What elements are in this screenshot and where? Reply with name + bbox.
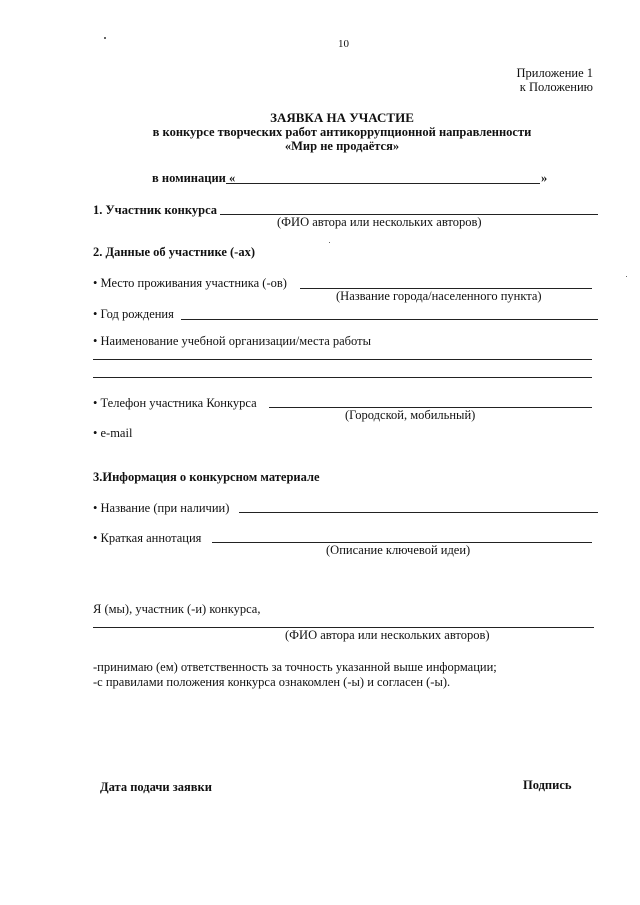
form-title: ЗАЯВКА НА УЧАСТИЕ <box>270 110 414 125</box>
nomination-label: в номинации « <box>152 171 236 185</box>
contest-name: «Мир не продаётся» <box>284 139 400 153</box>
participant-label: 1. Участник конкурса <box>93 203 218 217</box>
signature-label: Подпись <box>523 778 572 792</box>
declaration-intro: Я (мы), участник (-и) конкурса, <box>93 602 261 616</box>
declaration-responsibility: -принимаю (ем) ответственность за точность указанной выше информации; <box>93 660 497 674</box>
material-title-field[interactable] <box>239 512 598 513</box>
declaration-consent: -с правилами положения конкурса ознакомлен (-ы) и согласен (-ы). <box>93 675 451 689</box>
organization-label: • Наименование учебной организации/места работы <box>93 334 371 348</box>
material-title-label: • Название (при наличии) <box>93 501 230 515</box>
phone-hint: (Городской, мобильный) <box>345 408 476 422</box>
appendix-line-1: Приложение 1 <box>516 66 593 80</box>
organization-field-line-1[interactable] <box>93 359 592 360</box>
submission-date-label: Дата подачи заявки <box>100 780 212 794</box>
birth-year-label: • Год рождения <box>93 307 174 321</box>
nomination-field[interactable] <box>226 183 540 184</box>
nomination-close-quote: » <box>541 171 548 185</box>
annotation-hint: (Описание ключевой идеи) <box>326 543 471 557</box>
annotation-label: • Краткая аннотация <box>93 531 202 545</box>
scan-speck <box>104 37 106 39</box>
scan-speck <box>329 242 330 243</box>
page-number: 10 <box>338 38 349 50</box>
participant-name-hint: (ФИО автора или нескольких авторов) <box>277 215 482 229</box>
birth-year-field[interactable] <box>181 319 598 320</box>
residence-label: • Место проживания участника (-ов) <box>93 276 287 290</box>
organization-field-line-2[interactable] <box>93 377 592 378</box>
email-label: • e-mail <box>93 426 133 440</box>
participant-data-heading: 2. Данные об участнике (-ах) <box>93 245 256 259</box>
phone-label: • Телефон участника Конкурса <box>93 396 257 410</box>
material-info-heading: 3.Информация о конкурсном материале <box>93 470 320 484</box>
appendix-line-2: к Положению <box>519 80 593 94</box>
declarant-name-hint: (ФИО автора или нескольких авторов) <box>285 628 490 642</box>
residence-hint: (Название города/населенного пункта) <box>336 289 542 303</box>
form-subtitle: в конкурсе творческих работ антикоррупционной направленности <box>152 125 532 139</box>
scan-speck <box>626 276 627 277</box>
